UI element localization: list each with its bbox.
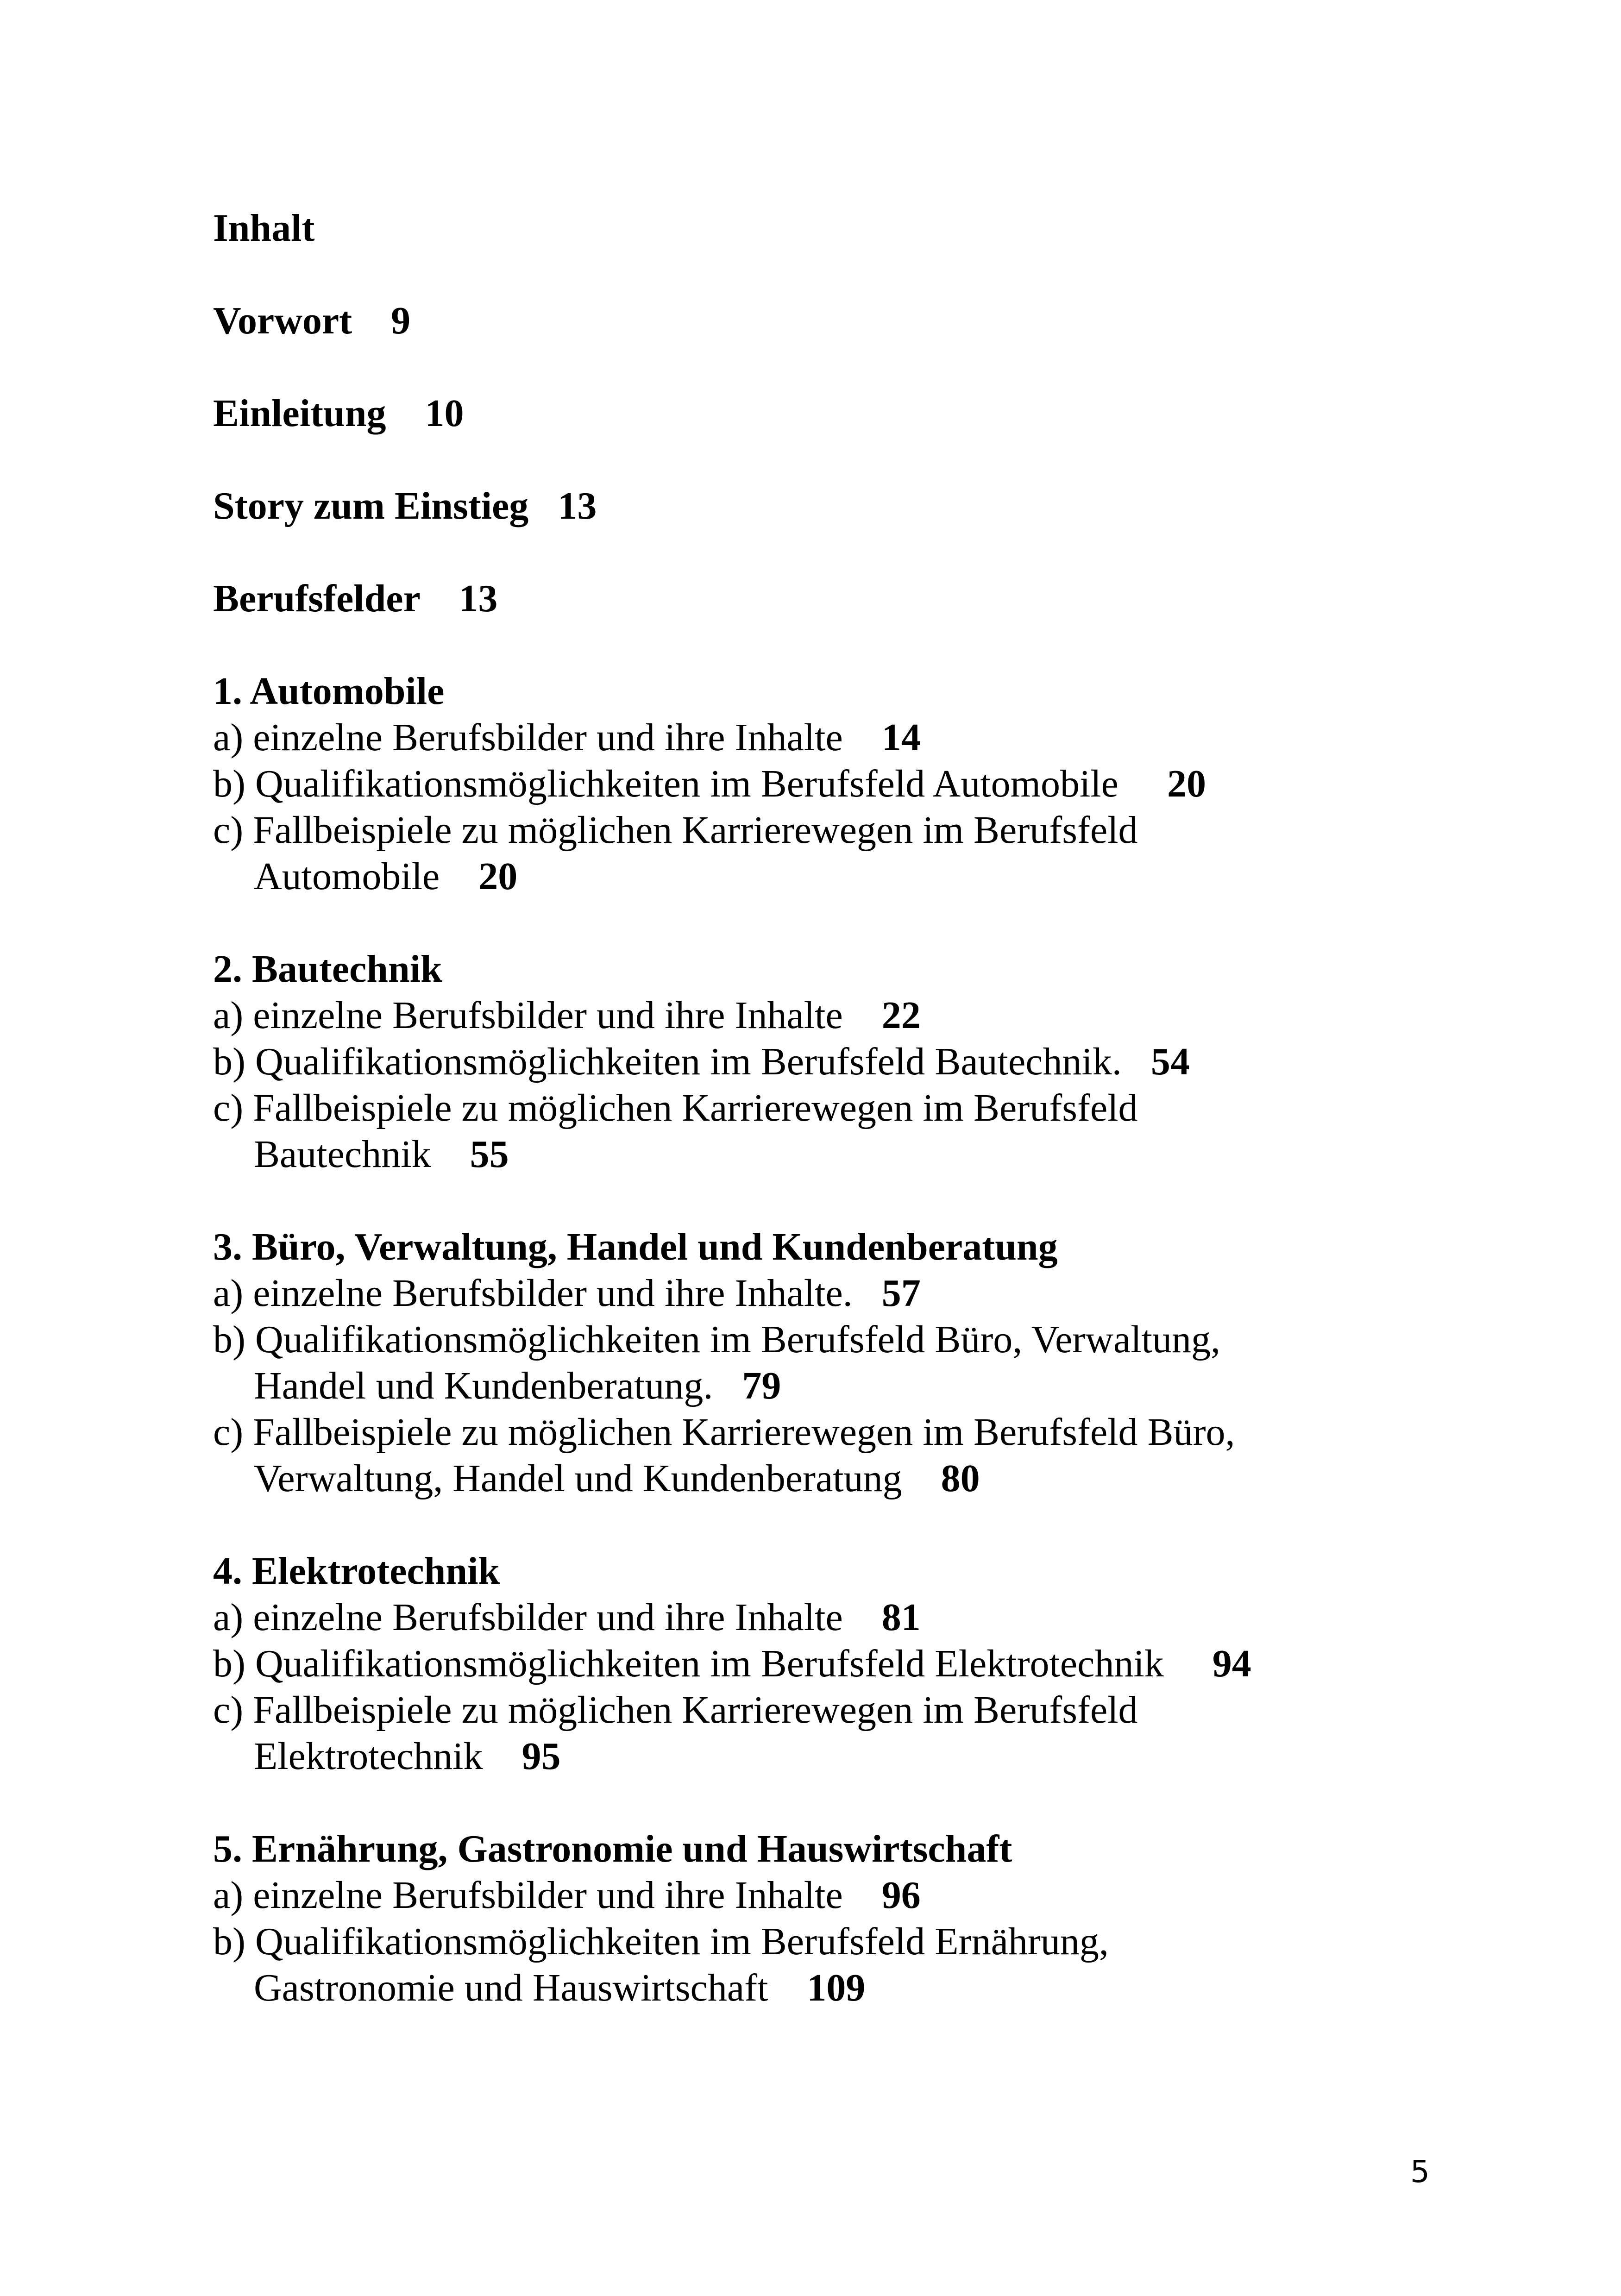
section-heading-buero: 3. Büro, Verwaltung, Handel und Kundenberatung	[213, 1225, 1058, 1268]
toc-item-text: c) Fallbeispiele zu möglichen Karrierewegen im Berufsfeld	[213, 809, 1138, 852]
toc-item	[254, 853, 517, 900]
toc-entry-label: Vorwort	[213, 299, 352, 342]
toc-item-text: b) Qualifikationsmöglichkeiten im Berufsfeld Elektrotechnik	[213, 1642, 1164, 1685]
toc-item-page: 20	[1167, 762, 1206, 805]
toc-item	[213, 1270, 921, 1317]
toc-entry-page: 13	[459, 577, 498, 620]
toc-item-page: 109	[807, 1966, 866, 2009]
toc-item-page: 80	[941, 1457, 980, 1500]
toc-item-text: a) einzelne Berufsbilder und ihre Inhalte	[213, 1596, 843, 1639]
toc-item-text: Handel und Kundenberatung.	[254, 1364, 713, 1407]
toc-item	[213, 761, 1206, 807]
toc-entry-page: 13	[558, 484, 597, 527]
toc-item-page: 55	[470, 1133, 509, 1176]
toc-item-page: 94	[1212, 1642, 1251, 1685]
toc-item	[254, 1455, 980, 1502]
toc-item-page: 20	[478, 855, 518, 898]
toc-item	[213, 715, 921, 761]
toc-item	[254, 1363, 781, 1409]
toc-item-text: a) einzelne Berufsbilder und ihre Inhalte.	[213, 1272, 853, 1315]
section-heading-automobile: 1. Automobile	[213, 670, 445, 713]
toc-item	[254, 1733, 560, 1780]
section-heading-elektrotechnik: 4. Elektrotechnik	[213, 1549, 500, 1593]
toc-item	[213, 1872, 921, 1919]
toc-item	[254, 1965, 865, 2011]
toc-item-page: 14	[881, 716, 921, 759]
toc-item-page: 96	[881, 1874, 921, 1917]
toc-item	[213, 1594, 921, 1641]
toc-item-page: 95	[521, 1735, 561, 1778]
toc-item-text: Automobile	[254, 855, 440, 898]
toc-item-text: Elektrotechnik	[254, 1735, 483, 1778]
toc-item-page: 57	[881, 1272, 921, 1315]
toc-item-text: c) Fallbeispiele zu möglichen Karrierewegen im Berufsfeld	[213, 1688, 1138, 1731]
toc-item-page: 79	[742, 1364, 781, 1407]
toc-item	[254, 1131, 509, 1178]
toc-item-text: b) Qualifikationsmöglichkeiten im Berufsfeld Bautechnik.	[213, 1040, 1122, 1083]
toc-item	[213, 992, 921, 1039]
toc-item-text: b) Qualifikationsmöglichkeiten im Berufsfeld Ernährung,	[213, 1920, 1109, 1963]
toc-entry-page: 9	[391, 299, 411, 342]
section-heading-bautechnik: 2. Bautechnik	[213, 947, 442, 991]
toc-item-text: c) Fallbeispiele zu möglichen Karrierewegen im Berufsfeld Büro,	[213, 1411, 1235, 1454]
section-heading-ernaehrung: 5. Ernährung, Gastronomie und Hauswirtschaft	[213, 1827, 1012, 1870]
toc-entry-label: Berufsfelder	[213, 577, 420, 620]
toc-item-page: 81	[881, 1596, 921, 1639]
toc-entry-page: 10	[425, 392, 464, 435]
toc-item-text: a) einzelne Berufsbilder und ihre Inhalte	[213, 716, 843, 759]
toc-entry-vorwort	[213, 298, 410, 344]
toc-item-page: 22	[881, 994, 921, 1037]
toc-title: Inhalt	[213, 207, 315, 250]
toc-item	[213, 1641, 1251, 1687]
toc-entry-einleitung	[213, 390, 464, 437]
toc-entry-story	[213, 483, 597, 529]
toc-item-text: Bautechnik	[254, 1133, 431, 1176]
toc-item-text: b) Qualifikationsmöglichkeiten im Berufsfeld Automobile	[213, 762, 1118, 805]
toc-entry-berufsfelder	[213, 576, 497, 622]
toc-item-text: a) einzelne Berufsbilder und ihre Inhalte	[213, 1874, 843, 1917]
toc-entry-label: Story zum Einstieg	[213, 484, 529, 527]
toc-item-text: b) Qualifikationsmöglichkeiten im Berufsfeld Büro, Verwaltung,	[213, 1318, 1221, 1361]
toc-item-text: a) einzelne Berufsbilder und ihre Inhalte	[213, 994, 843, 1037]
toc-item	[213, 1039, 1190, 1085]
page-number: 5	[1410, 2154, 1430, 2189]
toc-item-text: c) Fallbeispiele zu möglichen Karrierewegen im Berufsfeld	[213, 1086, 1138, 1129]
toc-item-text: Gastronomie und Hauswirtschaft	[254, 1966, 768, 2009]
toc-item-text: Verwaltung, Handel und Kundenberatung	[254, 1457, 902, 1500]
toc-item-page: 54	[1150, 1040, 1190, 1083]
toc-entry-label: Einleitung	[213, 392, 386, 435]
